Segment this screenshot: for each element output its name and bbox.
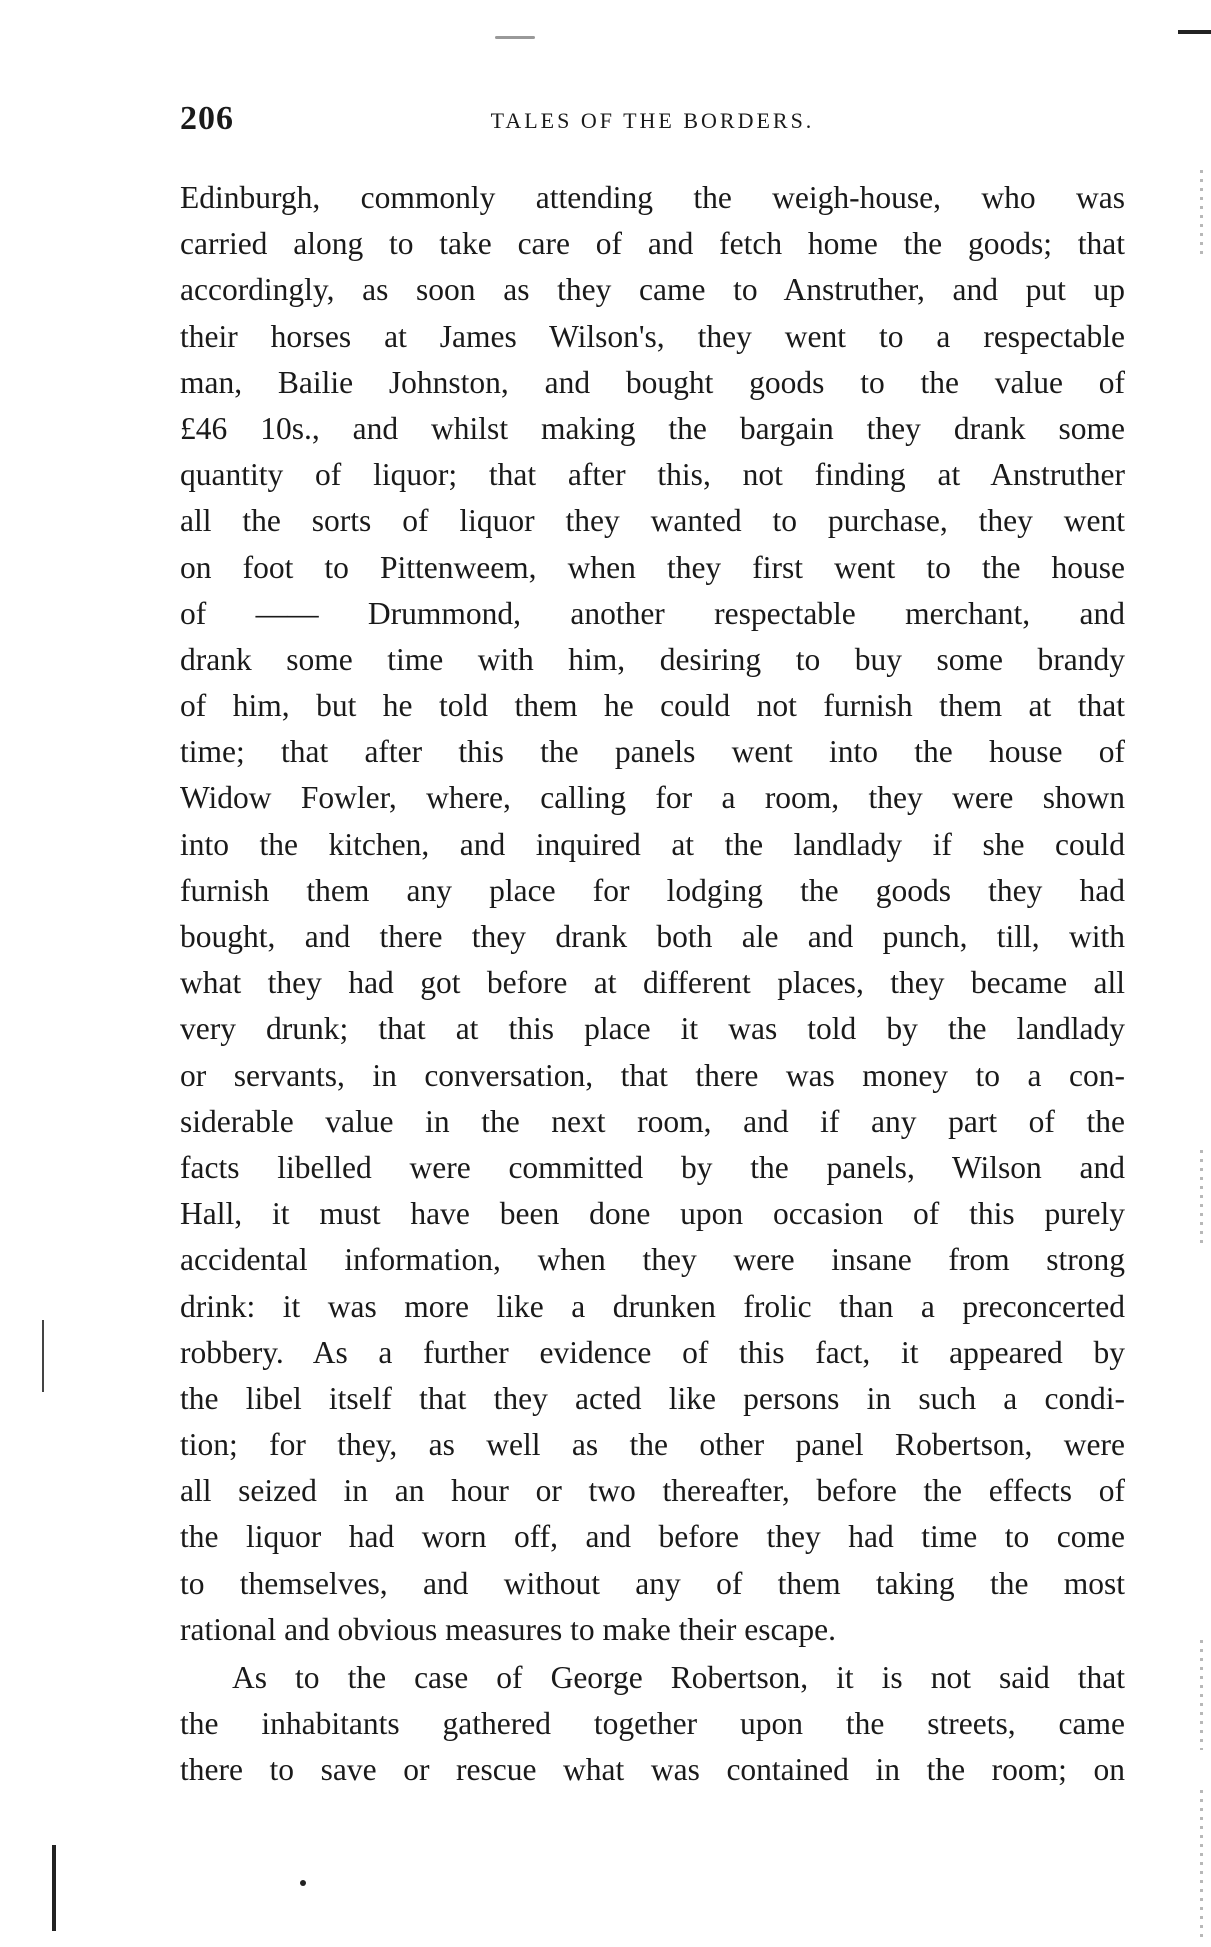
body-text (180, 175, 1125, 1794)
text-line: accordingly, as soon as they came to Anstruther, and put up (180, 272, 1125, 308)
page-header (180, 100, 1125, 150)
text-line: on foot to Pittenweem, when they first went to the house (180, 549, 1125, 585)
scan-edge-right-bottom (1200, 1790, 1203, 1940)
text-line: Hall, it must have been done upon occasion of this purely (180, 1196, 1125, 1232)
paragraph (180, 1655, 1125, 1794)
text-line: of him, but he told them he could not furnish them at that (180, 688, 1125, 724)
running-title: TALES OF THE BORDERS. (490, 108, 815, 133)
text-line: to themselves, and without any of them taking the most (180, 1565, 1125, 1601)
text-line: facts libelled were committed by the panels, Wilson and (180, 1149, 1125, 1185)
scan-edge-right-lower (1200, 1640, 1203, 1750)
text-line: of —— Drummond, another respectable merchant, and (180, 595, 1125, 631)
text-line: there to save or rescue what was contained in the room; on (180, 1752, 1125, 1788)
text-line: rational and obvious measures to make their escape. (180, 1611, 837, 1647)
text-line: their horses at James Wilson's, they went to a respectable (180, 318, 1125, 354)
paragraph (180, 175, 1125, 1653)
scan-mark-top-right (1178, 30, 1211, 34)
scan-edge-right-upper (1200, 170, 1203, 260)
text-line: the libel itself that they acted like persons in such a condi- (180, 1380, 1125, 1416)
text-line: As to the case of George Robertson, it is not said that (232, 1660, 1125, 1695)
text-line: £46 10s., and whilst making the bargain they drank some (180, 410, 1125, 446)
text-line: Widow Fowler, where, calling for a room, they were shown (180, 780, 1125, 816)
text-line: siderable value in the next room, and if any part of the (180, 1103, 1125, 1139)
text-line: furnish them any place for lodging the goods they had (180, 872, 1125, 908)
text-line: man, Bailie Johnston, and bought goods to the value of (180, 364, 1125, 400)
text-line: all seized in an hour or two thereafter, before the effects of (180, 1473, 1125, 1509)
text-line: accidental information, when they were insane from strong (180, 1242, 1125, 1278)
scan-speck-top (495, 36, 535, 39)
text-line: tion; for they, as well as the other panel Robertson, were (180, 1427, 1125, 1463)
text-line: into the kitchen, and inquired at the landlady if she could (180, 826, 1125, 862)
text-line: bought, and there they drank both ale and punch, till, with (180, 919, 1125, 954)
text-line: or servants, in conversation, that there was money to a con- (180, 1057, 1125, 1093)
text-line: Edinburgh, commonly attending the weigh-house, who was (180, 180, 1125, 215)
text-line: all the sorts of liquor they wanted to purchase, they went (180, 503, 1125, 539)
text-line: what they had got before at different places, they became all (180, 965, 1125, 1001)
text-line: the inhabitants gathered together upon the streets, came (180, 1706, 1125, 1742)
text-line: quantity of liquor; that after this, not finding at Anstruther (180, 457, 1125, 493)
text-line: carried along to take care of and fetch home the goods; that (180, 226, 1125, 262)
text-line: time; that after this the panels went into the house of (180, 734, 1125, 770)
text-line: drank some time with him, desiring to buy some brandy (180, 641, 1125, 677)
text-line: very drunk; that at this place it was told by the landlady (180, 1011, 1125, 1047)
scan-mark-bottom-left (52, 1845, 56, 1931)
page-number: 206 (180, 100, 234, 137)
text-line: robbery. As a further evidence of this fact, it appeared by (180, 1334, 1125, 1370)
scan-mark-left-margin (42, 1320, 44, 1392)
text-line: the liquor had worn off, and before they had time to come (180, 1519, 1125, 1555)
scan-speck-bottom (300, 1880, 306, 1886)
text-line: drink: it was more like a drunken frolic than a preconcerted (180, 1288, 1125, 1324)
scan-edge-right-mid (1200, 1150, 1203, 1245)
